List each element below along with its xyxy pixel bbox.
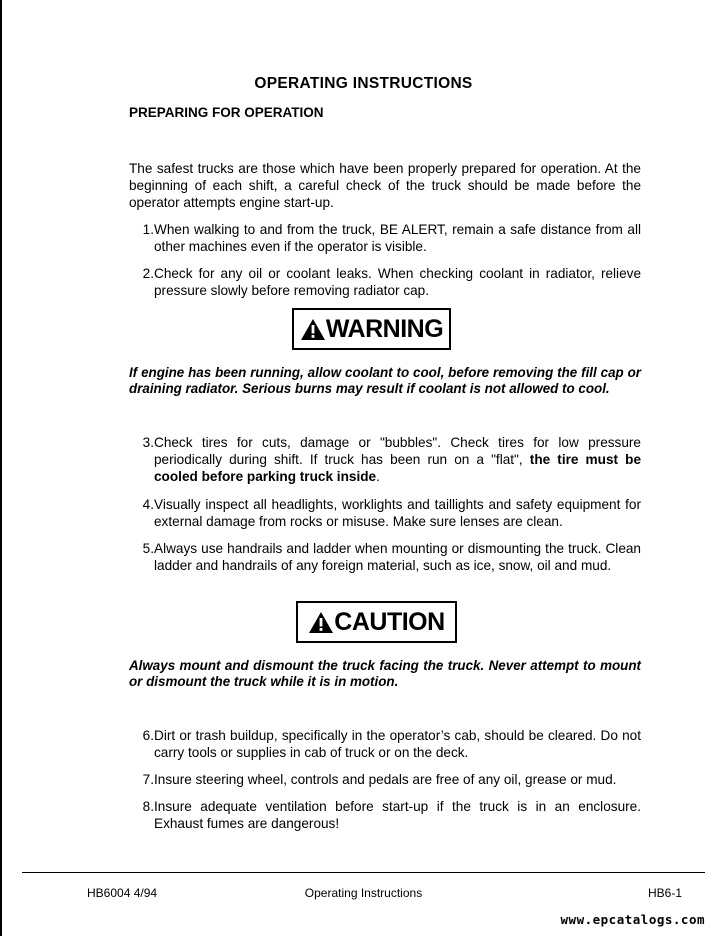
footer-page-number: HB6-1 [647, 886, 682, 900]
item-text-bold: the tire must be cooled before parking truck inside [154, 452, 642, 484]
caution-label: CAUTION [334, 607, 445, 636]
item-text: When walking to and from the truck, BE ALERT, remain a safe distance from all other machines even if the operator is visible. [154, 222, 641, 254]
item-number: 3. [142, 435, 154, 450]
footer-doc-id: HB6004 4/94 [87, 886, 158, 900]
item-number: 1. [142, 222, 154, 237]
item-text: Visually inspect all headlights, worklights and taillights and safety equipment for external damage from rocks or misuse. Make sure lenses are clean. [154, 497, 641, 529]
item-text: Dirt or trash buildup, specifically in the operator’s cab, should be cleared. Do not carry tools or supplies in cab of truck or on the deck. [154, 728, 641, 760]
item-text: Always use handrails and ladder when mounting or dismounting the truck. Clean ladder and handrails of any foreign material, such as ice, snow, oil and mud. [154, 541, 641, 573]
list-item [129, 265, 641, 299]
page-title: OPERATING INSTRUCTIONS [254, 75, 473, 92]
list-item [129, 221, 641, 255]
item-number: 7. [142, 772, 154, 787]
list-item [129, 496, 641, 530]
item-number: 4. [142, 497, 154, 512]
warning-sign [292, 308, 451, 350]
list-item [129, 771, 641, 788]
warning-text: If engine has been running, allow coolant to cool, before removing the fill cap or draining radiator. Serious burns may result if coolant is not allowed to cool. [129, 365, 641, 396]
intro-paragraph: The safest trucks are those which have been properly prepared for operation. At the beginning of each shift, a careful check of the truck should be made before the operator attempts engine start-up. [129, 161, 641, 210]
item-text: Insure steering wheel, controls and pedals are free of any oil, grease or mud. [154, 772, 617, 787]
alert-triangle-icon [300, 318, 326, 341]
item-text-plain: Check tires for cuts, damage or "bubbles". Check tires for low pressure periodically during shift. If truck has been run on a "flat", [154, 435, 641, 467]
list-item [129, 434, 641, 485]
warning-label: WARNING [325, 314, 444, 343]
item-text: Check for any oil or coolant leaks. When checking coolant in radiator, relieve pressure slowly before removing radiator cap. [154, 266, 641, 298]
list-item [129, 727, 641, 761]
alert-triangle-icon [308, 611, 334, 634]
footer-divider [22, 872, 705, 873]
section-heading: PREPARING FOR OPERATION [129, 105, 324, 120]
item-number: 8. [142, 799, 154, 814]
item-text [154, 434, 641, 485]
item-text: Insure adequate ventilation before start-up if the truck is in an enclosure. Exhaust fumes are dangerous! [154, 799, 641, 831]
item-number: 6. [142, 728, 154, 743]
list-item [129, 798, 641, 832]
list-item [129, 540, 641, 574]
item-number: 5. [142, 541, 154, 556]
page-left-border [0, 0, 2, 936]
item-text-tail: . [376, 469, 380, 484]
item-number: 2. [142, 266, 154, 281]
watermark: www.epcatalogs.com [560, 912, 705, 927]
footer-section: Operating Instructions [304, 886, 423, 900]
caution-sign [296, 601, 457, 643]
caution-text: Always mount and dismount the truck facing the truck. Never attempt to mount or dismount the truck while it is in motion. [129, 658, 641, 689]
